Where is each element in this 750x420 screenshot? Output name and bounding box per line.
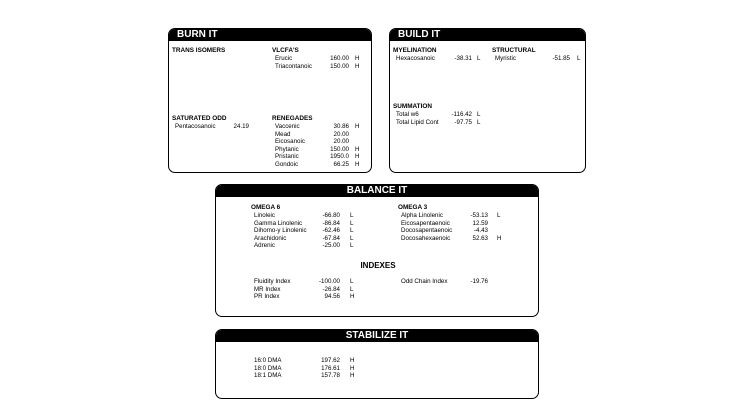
index-flag: H [350, 293, 355, 300]
omega6-flag: L [350, 227, 354, 234]
vlcfa-name: Erucic [275, 55, 293, 62]
vlcfas-header: VLCFA'S [272, 47, 299, 54]
build-it-title: BUILD IT [390, 29, 585, 41]
omega6-name: Dihomo-y Linolenic [254, 227, 307, 234]
renegade-value: 30.86 [333, 123, 349, 130]
stabilize-flag: H [350, 357, 355, 364]
stabilize-name: 18:0 DMA [254, 364, 282, 372]
myelination-header: MYELINATION [393, 47, 437, 54]
renegade-name: Mead [275, 130, 291, 138]
omega3-header: OMEGA 3 [398, 204, 428, 211]
build-it-panel [389, 28, 586, 173]
summation-flag: L [477, 111, 481, 118]
renegade-name: Phytanic [275, 145, 299, 153]
renegade-flag: H [355, 145, 360, 153]
index-value: -19.76 [470, 278, 488, 285]
stabilize-it-panel [215, 329, 539, 399]
index-value: -100.00 [319, 278, 340, 285]
index-flag: L [350, 278, 354, 285]
renegade-name: Gondoic [275, 160, 299, 168]
omega6-name: Gamma Linolenic [254, 219, 303, 227]
renegade-flag: H [355, 160, 360, 168]
omega3-value: 12.59 [472, 219, 488, 227]
saturated-odd-header: SATURATED ODD [172, 115, 227, 122]
vlcfa-flag: H [355, 55, 360, 62]
summation-value: -97.75 [454, 118, 472, 126]
stabilize-value: 157.78 [321, 372, 340, 379]
omega6-flag: L [350, 212, 354, 219]
vlcfa-flag: H [355, 62, 360, 70]
structural-name: Myristic [495, 55, 516, 62]
index-name: Fluidity Index [254, 278, 291, 285]
summation-header: SUMMATION [393, 103, 432, 110]
indexes-header: INDEXES [360, 261, 396, 270]
index-value: 94.56 [324, 293, 340, 300]
omega6-flag: L [350, 219, 354, 227]
renegade-value: 150.00 [330, 145, 349, 153]
saturated-odd-value: 24.19 [233, 123, 249, 130]
index-flag: L [350, 285, 354, 293]
stabilize-name: 18:1 DMA [254, 372, 282, 379]
omega6-value: -66.80 [322, 212, 340, 219]
omega6-flag: L [350, 234, 354, 242]
omega6-name: Adrenic [254, 242, 275, 249]
renegade-name: Vaccenic [275, 123, 300, 130]
myelination-flag: L [477, 55, 481, 62]
trans-isomers-header: TRANS ISOMERS [172, 47, 226, 54]
burn-it-title: BURN IT [169, 29, 371, 41]
summation-name: Total w6 [396, 111, 419, 118]
renegade-flag: H [355, 153, 360, 160]
renegade-flag: H [355, 123, 360, 130]
renegade-name: Eicosanoic [275, 138, 305, 145]
omega6-header: OMEGA 6 [251, 204, 281, 211]
index-name: PR Index [254, 293, 280, 300]
summation-flag: L [477, 118, 481, 126]
stabilize-value: 197.62 [321, 357, 340, 364]
stabilize-it-title: STABILIZE IT [216, 330, 538, 342]
renegades-header: RENEGADES [272, 115, 313, 122]
myelination-name: Hexacosanoic [396, 55, 435, 62]
omega6-name: Arachidonic [254, 234, 287, 242]
index-value: -26.84 [322, 285, 340, 293]
vlcfa-name: Triacontanoic [275, 62, 312, 70]
omega3-name: Docosapentaenoic [401, 227, 453, 234]
renegade-value: 20.00 [333, 130, 349, 138]
renegade-value: 66.25 [333, 160, 349, 168]
omega3-value: 52.63 [472, 234, 488, 242]
structural-flag: L [577, 55, 581, 62]
stabilize-name: 16:0 DMA [254, 357, 282, 364]
summation-name: Total Lipid Cont [396, 118, 439, 126]
omega6-name: Linoleic [254, 212, 275, 219]
renegade-value: 20.00 [333, 138, 349, 145]
stabilize-flag: H [350, 364, 355, 372]
omega6-value: -62.46 [322, 227, 340, 234]
omega3-value: -53.13 [470, 212, 488, 219]
structural-header: STRUCTURAL [492, 47, 536, 54]
omega3-flag: H [497, 234, 502, 242]
omega6-value: -86.84 [322, 219, 340, 227]
omega3-value: -4.43 [473, 227, 488, 234]
myelination-value: -38.31 [454, 55, 472, 62]
omega6-value: -67.84 [322, 234, 340, 242]
saturated-odd-name: Pentacosanoic [175, 123, 216, 130]
summation-value: -116.42 [451, 111, 472, 118]
omega3-name: Eicosapentaenoic [401, 219, 450, 227]
index-name: Odd Chain Index [401, 278, 448, 285]
vlcfa-value: 150.00 [330, 62, 349, 70]
omega6-flag: L [350, 242, 354, 249]
omega3-flag: L [497, 212, 501, 219]
balance-it-title: BALANCE IT [216, 185, 538, 197]
omega3-name: Alpha Linolenic [401, 212, 443, 219]
renegade-value: 1950.0 [330, 153, 349, 160]
index-name: MR Index [254, 285, 281, 293]
omega6-value: -25.00 [322, 242, 340, 249]
stabilize-value: 176.61 [321, 364, 340, 372]
omega3-name: Docosahexaenoic [401, 234, 451, 242]
stabilize-flag: H [350, 372, 355, 379]
vlcfa-value: 160.00 [330, 55, 349, 62]
burn-it-panel [168, 28, 372, 173]
balance-it-panel [215, 184, 539, 317]
structural-value: -51.85 [552, 55, 570, 62]
renegade-name: Pristanic [275, 153, 299, 160]
